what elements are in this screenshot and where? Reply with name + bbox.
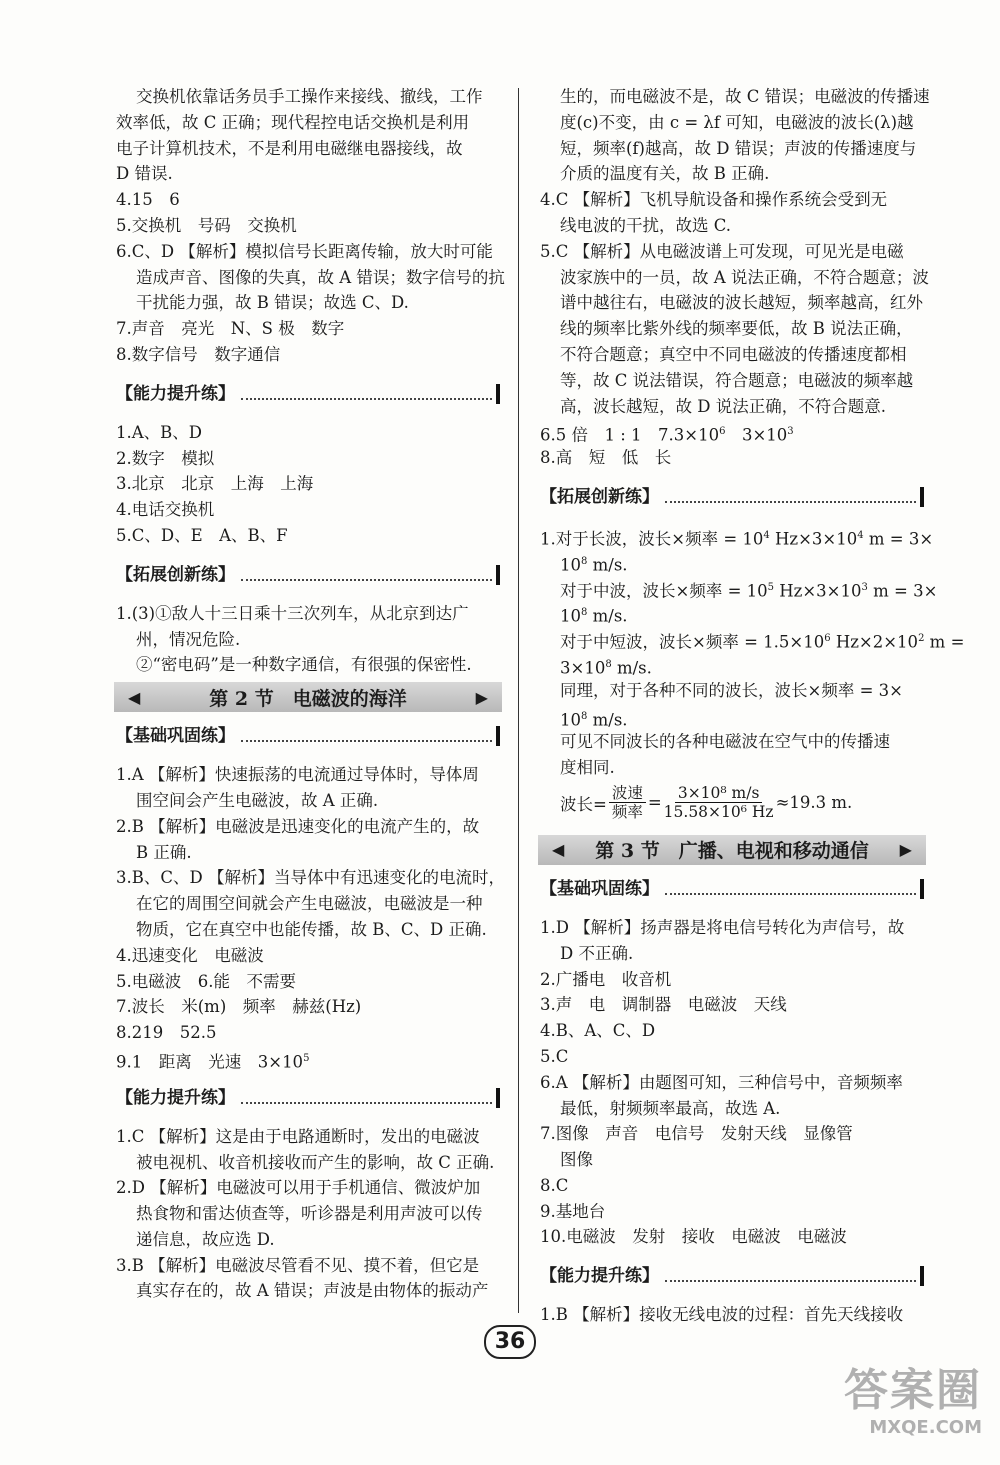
calc-text: 10 bbox=[560, 710, 581, 730]
denominator: 15.58×10⁶ Hz bbox=[663, 803, 774, 822]
right-triangle-icon: ▶ bbox=[899, 840, 912, 860]
text-line: 真实存在的，故 A 错误；声波是由物体的振动产 bbox=[136, 1281, 489, 1301]
answer-line: 2.广播电 收音机 bbox=[540, 969, 672, 989]
formula-result: ≈19.3 m. bbox=[775, 793, 853, 813]
answer-line: 3.声 电 调制器 电磁波 天线 bbox=[540, 995, 787, 1015]
chapter-title: 第 2 节 电磁波的海洋 bbox=[209, 687, 407, 710]
exponent: 5 bbox=[303, 1052, 310, 1064]
chapter-banner bbox=[114, 682, 502, 712]
answer-line: 2.B 【解析】电磁波是迅速变化的电流产生的，故 bbox=[116, 816, 480, 836]
answer-line: 5.电磁波 6.能 不需要 bbox=[116, 971, 296, 991]
answer-line: 6.A 【解析】由题图可知，三种信号中，音频频率 bbox=[540, 1072, 903, 1092]
text-line: 交换机依靠话务员手工操作来接线、撤线，工作 bbox=[136, 87, 483, 106]
text-line: 等，故 C 说法错误，符合题意；电磁波的频率越 bbox=[560, 370, 914, 390]
formula-lhs: 波长= bbox=[560, 794, 607, 814]
answer-line: 1.D 【解析】扬声器是将电信号转化为声信号，故 bbox=[540, 917, 905, 937]
calc-line bbox=[540, 600, 924, 626]
calc-line bbox=[540, 626, 965, 652]
text-line: 介质的温度有关，故 B 正确. bbox=[560, 164, 770, 184]
answer-line: 2.D 【解析】电磁波可以用于手机通信、微波炉加 bbox=[116, 1178, 481, 1198]
answer-line: 5.C、D、E A、B、F bbox=[116, 525, 288, 545]
section-title: 【拓展创新练】 bbox=[116, 564, 235, 585]
text-line: 线的频率比紫外线的频率要低，故 B 说法正确， bbox=[560, 319, 913, 339]
section-title: 【基础巩固练】 bbox=[540, 878, 659, 899]
section-basic bbox=[116, 724, 500, 748]
answer-line: 5.C bbox=[540, 1046, 569, 1066]
text-line: 电子计算机技术，不是利用电磁继电器接线，故 bbox=[116, 138, 463, 158]
chapter-banner bbox=[538, 835, 926, 865]
text-line: 谱中越往右，电磁波的波长越短，频率越高，红外 bbox=[560, 293, 923, 313]
answer-line: 8.219 52.5 bbox=[116, 1023, 217, 1043]
calc-text: 10 bbox=[560, 606, 581, 626]
answer-4: 4.C 【解析】飞机导航设备和操作系统会受到无 bbox=[540, 190, 888, 210]
exponent: 2 bbox=[918, 633, 925, 645]
exponent: 6 bbox=[824, 633, 831, 645]
text-line: 图像 bbox=[560, 1150, 593, 1170]
exponent: 4 bbox=[763, 529, 770, 541]
watermark-text: 答案圈 bbox=[844, 1365, 982, 1416]
calc-text: m = 3× bbox=[863, 529, 934, 549]
fraction bbox=[664, 784, 774, 821]
calc-text: Hz×3×10 bbox=[774, 581, 862, 601]
denominator: 频率 bbox=[611, 803, 643, 822]
text-line: 干扰能力强，故 B 错误；故选 C、D. bbox=[136, 293, 409, 313]
section-title: 【能力提升练】 bbox=[116, 1087, 235, 1108]
section-title: 【拓展创新练】 bbox=[540, 486, 659, 507]
exponent: 5 bbox=[767, 581, 775, 593]
text-line: 递信息，故应选 D. bbox=[136, 1229, 275, 1249]
calc-text: 对于中短波，波长×频率 = 1.5×10 bbox=[560, 632, 825, 652]
left-triangle-icon: ◀ bbox=[552, 840, 565, 860]
text-line: 造成声音、图像的失真，故 A 错误；数字信号的抗 bbox=[136, 267, 505, 287]
page-number: 36 bbox=[484, 1325, 536, 1359]
answer-line: 4.电话交换机 bbox=[116, 500, 215, 520]
text-line: B 正确. bbox=[136, 842, 192, 862]
answer-8: 8.高 短 低 长 bbox=[540, 448, 672, 468]
answer-line: 1.A 【解析】快速振荡的电流通过导体时，导体周 bbox=[116, 765, 479, 785]
text-line: 效率低，故 C 正确；现代程控电话交换机是利用 bbox=[116, 112, 470, 132]
text-line: 高，波长越短，故 D 说法正确，不符合题意. bbox=[560, 396, 886, 416]
calc-text: 1.对于长波，波长×频率 = 10 bbox=[540, 529, 764, 549]
answer-line: 8.C bbox=[540, 1175, 569, 1195]
section-title: 【能力提升练】 bbox=[116, 383, 235, 404]
answer-line: 7.波长 米(m) 频率 赫兹(Hz) bbox=[116, 997, 362, 1017]
calc-text: m/s. bbox=[587, 555, 628, 575]
exponent: 3 bbox=[861, 581, 868, 593]
fraction bbox=[609, 784, 646, 821]
text-line: 可见不同波长的各种电磁波在空气中的传播速 bbox=[560, 732, 890, 752]
calc-text: m = bbox=[924, 632, 965, 652]
answer-text: 6.5 倍 1 : 1 7.3×10 bbox=[540, 425, 720, 445]
calc-text: Hz×3×10 bbox=[769, 529, 858, 549]
answer-line: 1.B 【解析】接收无线电波的过程：首先天线接收 bbox=[540, 1305, 904, 1325]
answer-line: 1.A、B、D bbox=[116, 422, 203, 442]
answer-4: 4.15 6 bbox=[116, 190, 180, 210]
text-line: ②“密电码”是一种数字通信，有很强的保密性. bbox=[136, 655, 472, 675]
answer-9 bbox=[116, 1046, 500, 1072]
exponent: 3 bbox=[787, 426, 794, 438]
text-line: 生的，而电磁波不是，故 C 错误；电磁波的传播速 bbox=[560, 87, 930, 106]
column-divider bbox=[518, 88, 519, 1313]
calc-text: m/s. bbox=[587, 606, 628, 626]
section-title: 【能力提升练】 bbox=[540, 1266, 659, 1287]
right-triangle-icon: ▶ bbox=[475, 687, 488, 707]
calc-line bbox=[540, 575, 938, 601]
text-line: 短，频率(f)越高，故 D 错误；声波的传播速度与 bbox=[560, 138, 917, 158]
text-line: D 错误. bbox=[116, 164, 173, 184]
answer-6: 6.C、D 【解析】模拟信号长距离传输，放大时可能 bbox=[116, 241, 493, 261]
answer-line: 3.北京 北京 上海 上海 bbox=[116, 474, 314, 494]
numerator: 波速 bbox=[609, 784, 646, 803]
right-column bbox=[540, 84, 965, 1328]
text-line: 最低，射频频率最高，故选 A. bbox=[560, 1098, 781, 1118]
calc-line bbox=[540, 704, 924, 730]
answer-6 bbox=[540, 419, 924, 445]
answer-text: 3×10 bbox=[725, 425, 788, 445]
section-basic bbox=[540, 877, 924, 901]
exponent: 8 bbox=[581, 710, 588, 722]
answer-line: 4.迅速变化 电磁波 bbox=[116, 945, 264, 965]
answer-line: 4.B、A、C、D bbox=[540, 1021, 656, 1041]
text-line: D 不正确. bbox=[560, 943, 634, 963]
section-expand bbox=[116, 563, 500, 587]
text-line: 被电视机、收音机接收而产生的影响，故 C 正确. bbox=[136, 1152, 495, 1172]
calc-line bbox=[540, 652, 924, 678]
exponent: 8 bbox=[605, 658, 612, 670]
section-ability bbox=[116, 382, 500, 406]
answer-line: 3.B 【解析】电磁波尽管看不见、摸不着，但它是 bbox=[116, 1255, 480, 1275]
left-triangle-icon: ◀ bbox=[128, 687, 141, 707]
answer-8: 8.数字信号 数字通信 bbox=[116, 344, 281, 364]
calc-text: 3×10 bbox=[560, 658, 606, 678]
answer-5: 5.C 【解析】从电磁波谱上可发现，可见光是电磁 bbox=[540, 241, 904, 261]
text-line: 不符合题意；真空中不同电磁波的传播速度都相 bbox=[560, 344, 907, 364]
text-line: 州，情况危险. bbox=[136, 629, 241, 649]
answer-line: 3.B、C、D 【解析】当导体中有迅速变化的电流时， bbox=[116, 868, 505, 888]
calc-line bbox=[540, 549, 924, 575]
text-line: 在它的周围空间就会产生电磁波，电磁波是一种 bbox=[136, 894, 483, 914]
answer-text: 9.1 距离 光速 3×10 bbox=[116, 1052, 304, 1072]
answer-line: 10.电磁波 发射 接收 电磁波 电磁波 bbox=[540, 1227, 847, 1247]
exponent: 4 bbox=[857, 529, 864, 541]
section-title: 【基础巩固练】 bbox=[116, 726, 235, 747]
calc-line bbox=[540, 523, 934, 549]
calc-text: m = 3× bbox=[867, 581, 938, 601]
text-line: 度相同. bbox=[560, 758, 615, 778]
numerator: 3×10⁸ m/s bbox=[675, 784, 763, 803]
calc-text: 对于中波，波长×频率 = 10 bbox=[560, 581, 768, 601]
exponent: 8 bbox=[581, 607, 588, 619]
wavelength-formula bbox=[540, 781, 924, 825]
answer-line: 7.图像 声音 电信号 发射天线 显像管 bbox=[540, 1124, 853, 1144]
equals: = bbox=[647, 793, 662, 813]
answer-5: 5.交换机 号码 交换机 bbox=[116, 215, 297, 235]
answer-7: 7.声音 亮光 N、S 极 数字 bbox=[116, 319, 345, 339]
text-line: 同理，对于各种不同的波长，波长×频率 = 3× bbox=[560, 680, 903, 700]
section-expand bbox=[540, 485, 924, 509]
calc-text: m/s. bbox=[611, 658, 652, 678]
calc-text: Hz×2×10 bbox=[830, 632, 919, 652]
answer-line: 1.C 【解析】这是由于电路通断时，发出的电磁波 bbox=[116, 1126, 480, 1146]
text-line: 热食物和雷达侦查等，听诊器是利用声波可以传 bbox=[136, 1204, 483, 1224]
answer-line: 1.(3)①敌人十三日乘十三次列车，从北京到达广 bbox=[116, 603, 469, 623]
text-line: 围空间会产生电磁波，故 A 正确. bbox=[136, 790, 379, 810]
watermark-logo bbox=[832, 1365, 982, 1455]
answer-line: 2.数字 模拟 bbox=[116, 448, 215, 468]
exponent: 8 bbox=[581, 555, 588, 567]
section-ability-2 bbox=[116, 1086, 500, 1110]
section-ability bbox=[540, 1264, 924, 1288]
exponent: 6 bbox=[719, 426, 726, 438]
left-column bbox=[116, 84, 505, 1304]
text-line: 度(c)不变，由 c = λf 可知，电磁波的波长(λ)越 bbox=[560, 112, 914, 132]
text-line: 物质，它在真空中也能传播，故 B、C、D 正确. bbox=[136, 919, 487, 939]
calc-text: m/s. bbox=[587, 710, 628, 730]
calc-text: 10 bbox=[560, 555, 581, 575]
chapter-title: 第 3 节 广播、电视和移动通信 bbox=[595, 840, 869, 863]
watermark-url: MXQE.COM bbox=[869, 1417, 982, 1438]
answer-line: 9.基地台 bbox=[540, 1201, 606, 1221]
text-line: 波家族中的一员，故 A 说法正确，不符合题意；波 bbox=[560, 267, 929, 287]
text-line: 线电波的干扰，故选 C. bbox=[560, 215, 732, 235]
